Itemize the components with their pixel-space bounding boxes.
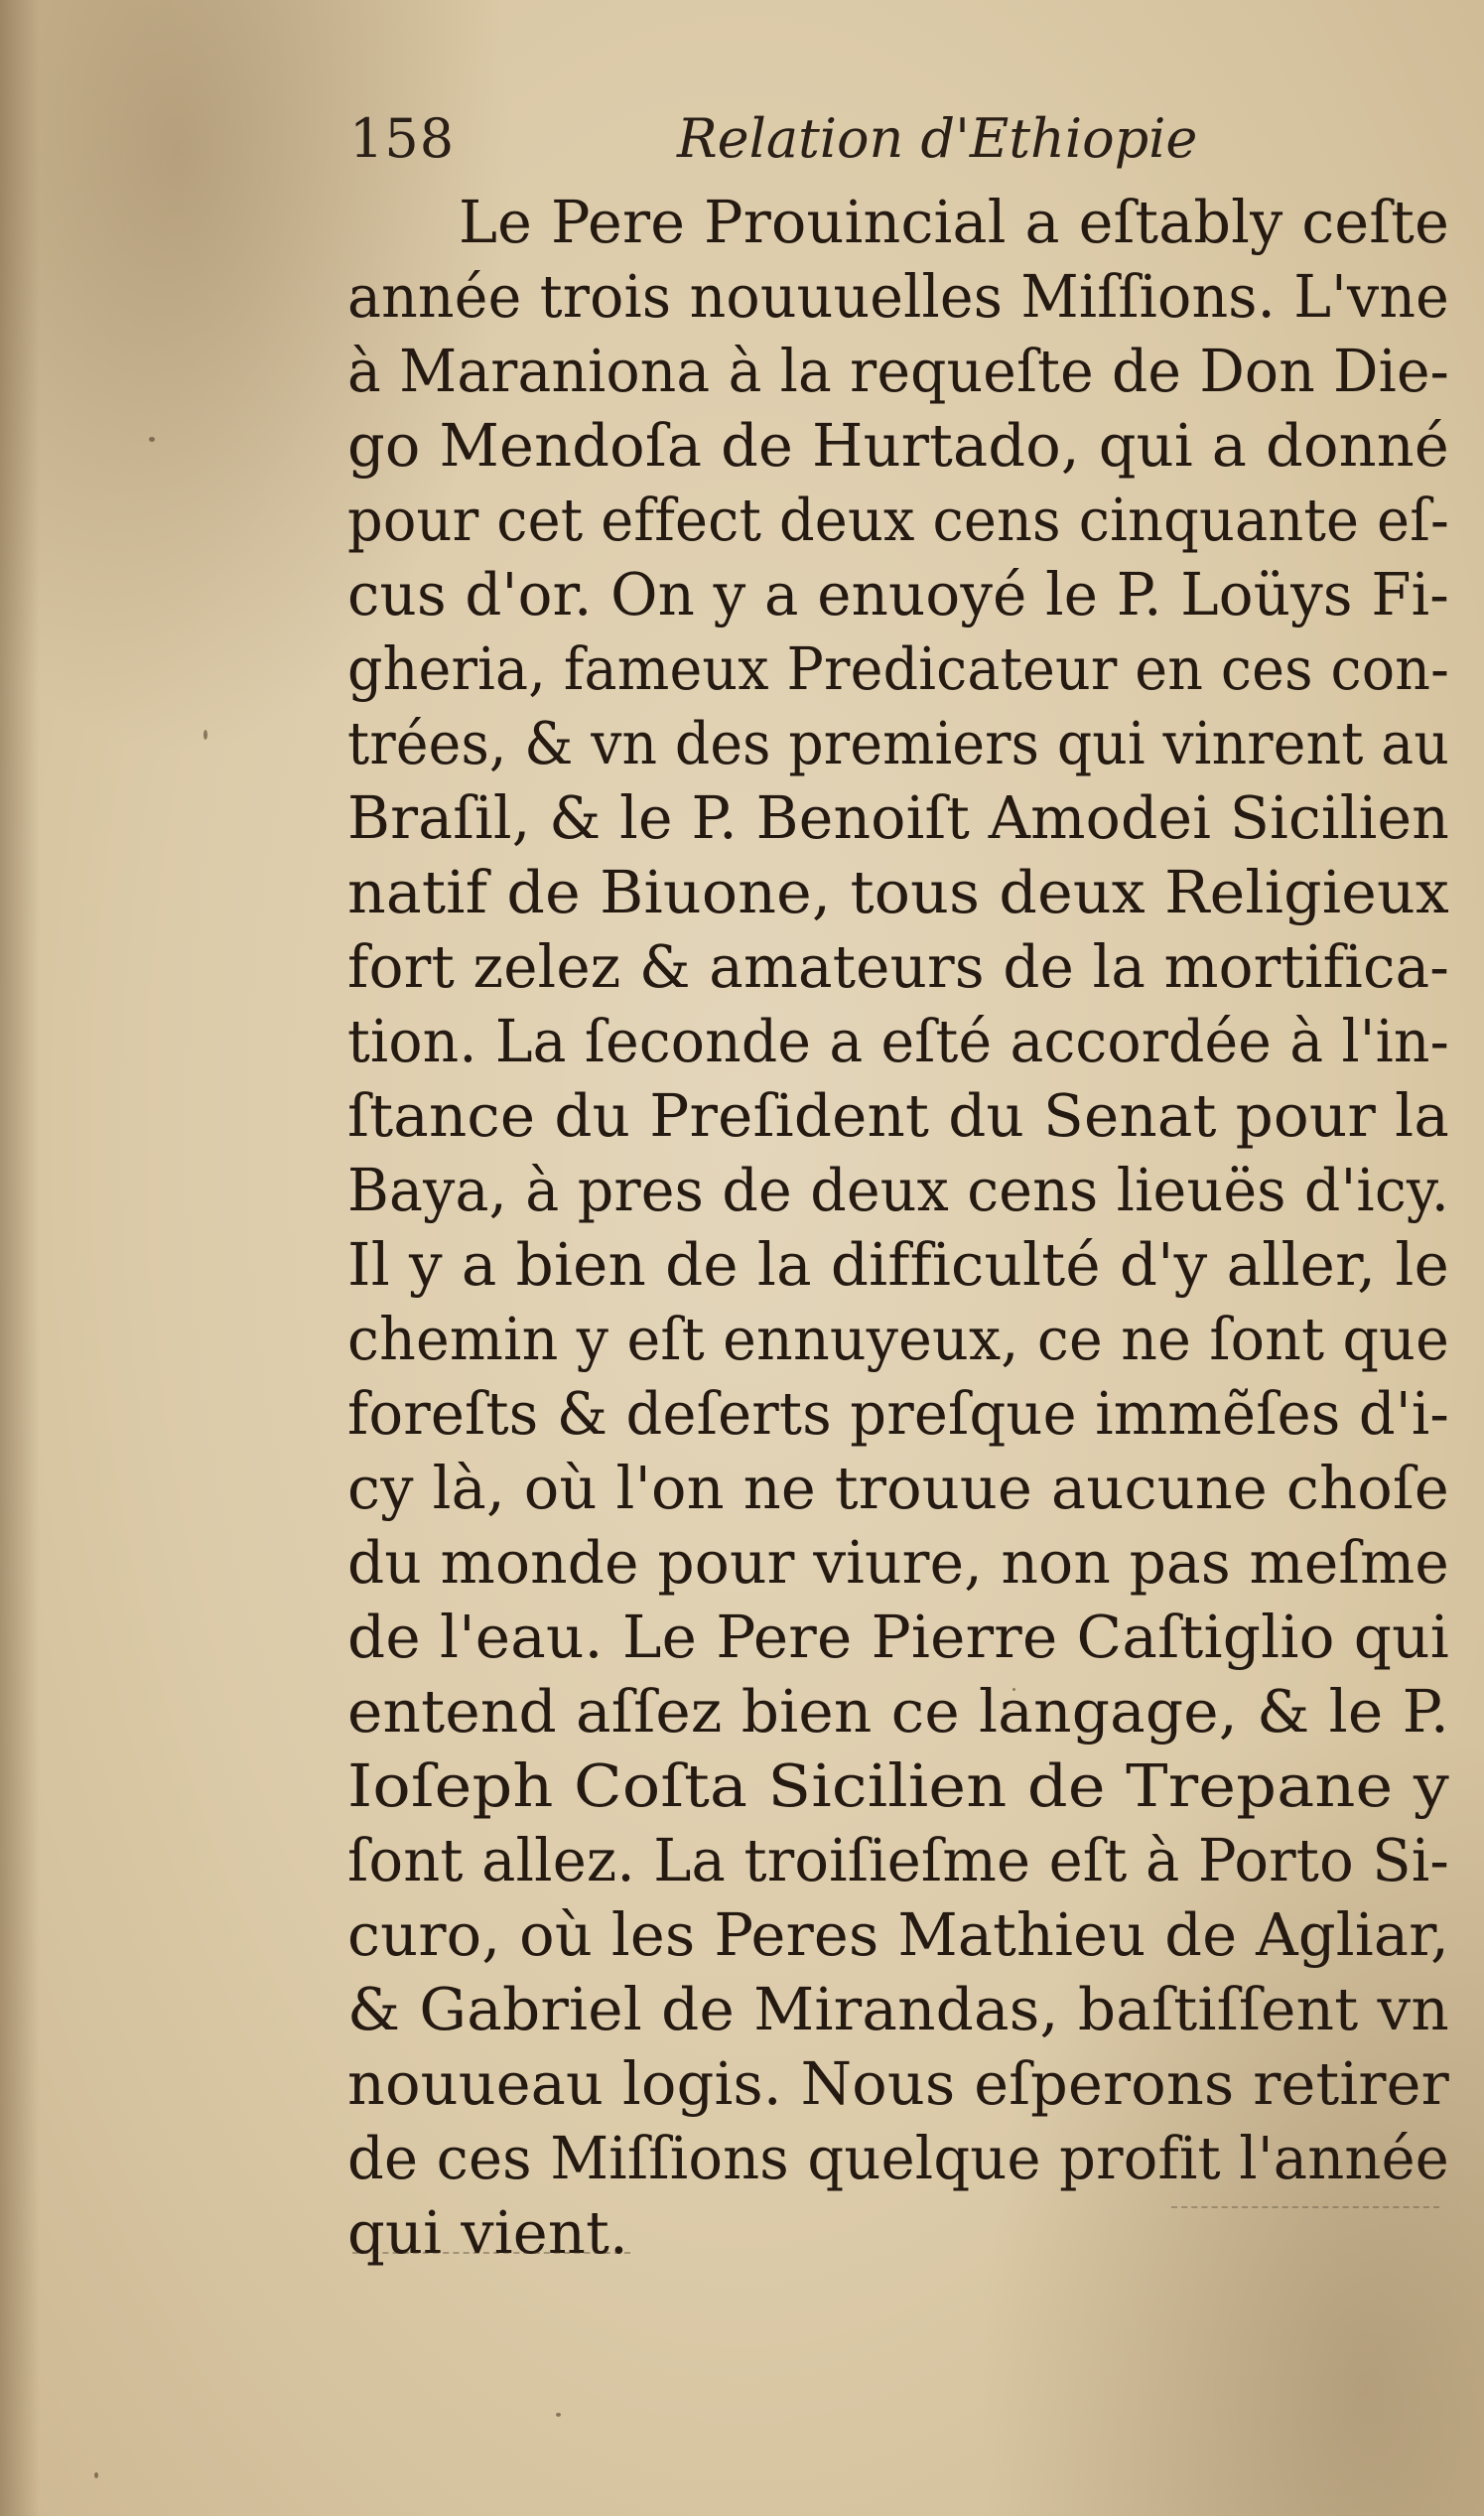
paper-speck (149, 437, 155, 442)
text-line: Ioſeph Coſta Sicilien de Trepane y (347, 1751, 1449, 1820)
text-line: gheria, fameux Predicateur en ces con- (347, 634, 1449, 703)
text-line: natif de Biuone, tous deux Religieux (347, 858, 1450, 926)
page-number: 158 (349, 107, 456, 170)
pencil-mark (1171, 2206, 1439, 2210)
text-line: tion. La ſeconde a eſté accordée à l'in- (347, 1007, 1449, 1075)
body-text (347, 185, 1449, 2270)
pencil-mark (352, 2252, 630, 2256)
text-line: cy là, où l'on ne trouue aucune choſe (347, 1454, 1449, 1522)
text-line: nouueau logis. Nous eſperons retirer (347, 2049, 1449, 2118)
text-line: go Mendoſa de Hurtado, qui a donné (347, 411, 1449, 480)
page-header (349, 107, 1203, 187)
text-line: & Gabriel de Mirandas, baſtiſſent vn (347, 1975, 1449, 2043)
text-line: Le Pere Prouincial a eſtably ceſte (459, 188, 1449, 256)
running-title: Relation d'Ethiopie (677, 107, 1198, 170)
text-line: chemin y eſt ennuyeux, ce ne ſont que (347, 1305, 1449, 1373)
text-line: pour cet effect deux cens cinquante eſ- (347, 486, 1449, 554)
paper-speck (556, 2413, 561, 2417)
text-line: du monde pour viure, non pas meſme (347, 1528, 1449, 1597)
text-line: ſtance du Preſident du Senat pour la (347, 1081, 1449, 1150)
text-line: ſont allez. La troiſieſme eſt à Porto Si- (347, 1826, 1449, 1894)
text-line: fort zelez & amateurs de la mortifica- (347, 932, 1449, 1001)
text-line: cus d'or. On y a enuoyé le P. Loüys Fi- (347, 560, 1449, 629)
text-line: trées, & vn des premiers qui vinrent au (347, 709, 1449, 777)
text-line: entend aſſez bien ce langage, & le P. (347, 1677, 1449, 1746)
text-line: foreſts & deſerts preſque immẽſes d'i- (347, 1379, 1449, 1448)
text-line: de ces Miſſions quelque profit l'année (347, 2124, 1449, 2192)
text-line: de l'eau. Le Pere Pierre Caſtiglio qui (347, 1603, 1449, 1671)
text-line: à Maraniona à la requeſte de Don Die- (347, 337, 1449, 405)
text-line: curo, où les Peres Mathieu de Agliar, (347, 1900, 1449, 1969)
text-line: Braſil, & le P. Benoiſt Amodei Sicilien (347, 783, 1449, 852)
text-line: Il y a bien de la difficulté d'y aller, le (347, 1230, 1449, 1299)
paper-speck (203, 730, 207, 740)
text-line: année trois nouuuelles Miſſions. L'vne (347, 262, 1449, 331)
text-line: Baya, à pres de deux cens lieuës d'icy. (347, 1156, 1449, 1224)
paper-speck (94, 2472, 98, 2478)
text-line: qui vient. (347, 2198, 628, 2267)
page-shadow-edge (0, 0, 40, 2516)
